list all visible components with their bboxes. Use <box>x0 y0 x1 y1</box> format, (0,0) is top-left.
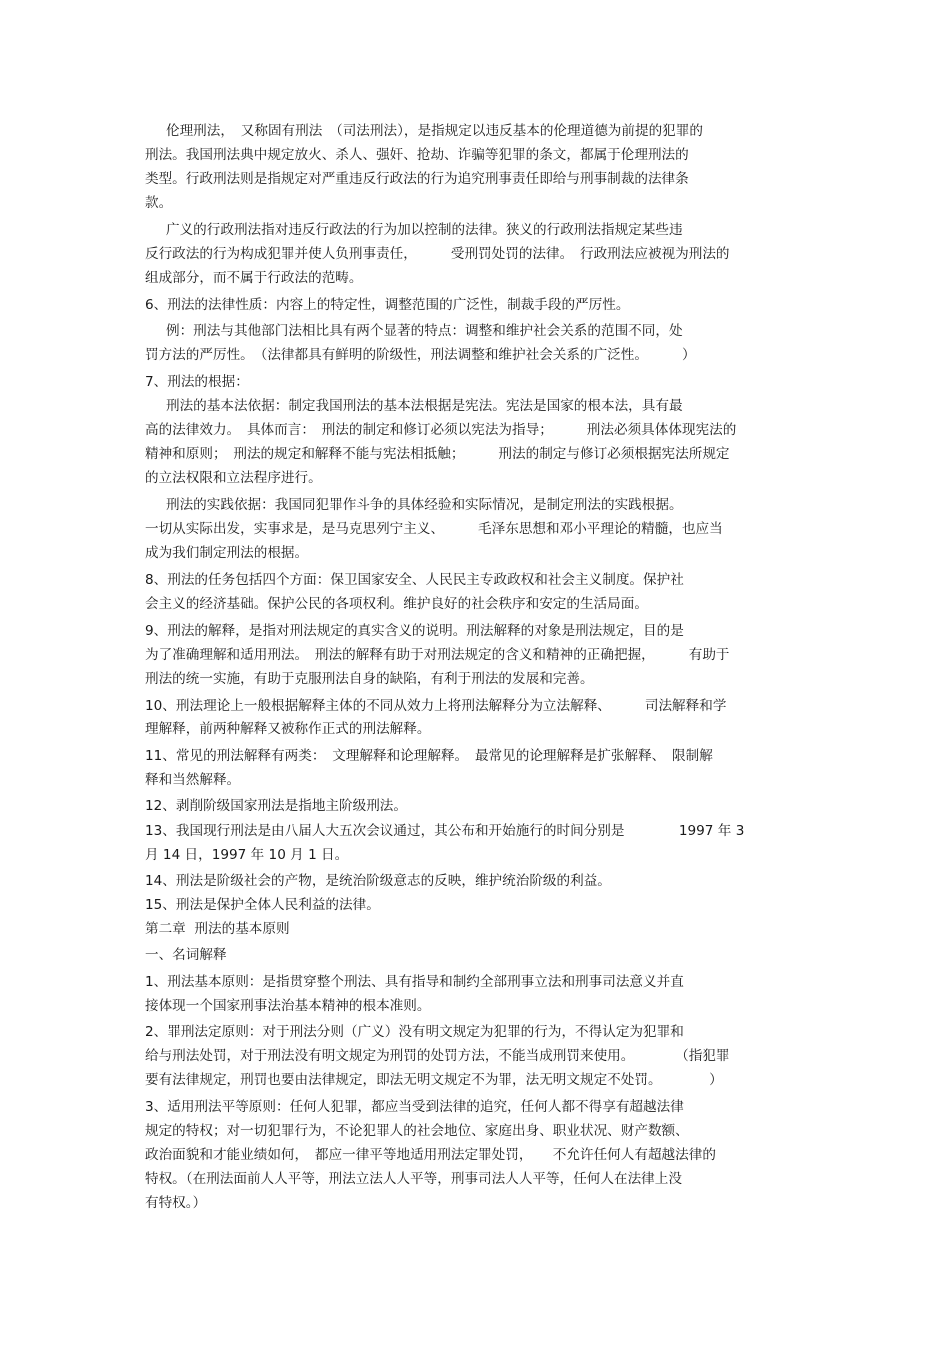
text-line: 1、刑法基本原则：是指贯穿整个刑法、具有指导和制约全部刑事立法和刑事司法意义并直 <box>145 974 684 990</box>
text-line: 月 14 日，1997 年 10 月 1 日。 <box>145 847 349 863</box>
text-line: 刑法。我国刑法典中规定放火、杀人、强奸、抢劫、诈骗等犯罪的条文，都属于伦理刑法的 <box>145 147 689 163</box>
text-line: 高的法律效力。 具体而言： 刑法的制定和修订必须以宪法为指导； 刑法必须具体体现宪法的 <box>145 422 737 438</box>
text-line: 类型。行政刑法则是指规定对严重违反行政法的行为追究刑事责任即给与刑事制裁的法律条 <box>145 171 689 187</box>
text-line: 9、刑法的解释，是指对刑法规定的真实含义的说明。刑法解释的对象是刑法规定，目的是 <box>145 623 684 639</box>
text-line: 组成部分，而不属于行政法的范畴。 <box>145 270 363 286</box>
text-line: 罚方法的严厉性。 （法律都具有鲜明的阶级性，刑法调整和维护社会关系的广泛性。 ） <box>145 347 696 363</box>
text-line: 政治面貌和才能业绩如何， 都应一律平等地适用刑法定罪处罚， 不允许任何人有超越法律的 <box>145 1147 716 1163</box>
text-line: 反行政法的行为构成犯罪并使人负刑事责任， 受刑罚处罚的法律。 行政刑法应被视为刑法的 <box>145 246 730 262</box>
text-line: 接体现一个国家刑事法治基本精神的根本准则。 <box>145 998 431 1014</box>
text-line: 刑法的实践依据：我国同犯罪作斗争的具体经验和实际情况，是制定刑法的实践根据。 <box>166 497 683 513</box>
text-line: 15、刑法是保护全体人民利益的法律。 <box>145 897 380 913</box>
text-line: 广义的行政刑法指对违反行政法的行为加以控制的法律。狭义的行政刑法指规定某些违 <box>166 222 683 238</box>
text-line: 8、刑法的任务包括四个方面：保卫国家安全、人民民主专政政权和社会主义制度。保护社 <box>145 572 684 588</box>
text-line: 12、剥削阶级国家刑法是指地主阶级刑法。 <box>145 798 407 814</box>
text-line: 刑法的统一实施，有助于克服刑法自身的缺陷，有利于刑法的发展和完善。 <box>145 671 594 687</box>
text-line: 刑法的基本法依据：制定我国刑法的基本法根据是宪法。宪法是国家的根本法，具有最 <box>166 398 683 414</box>
text-line: 精神和原则； 刑法的规定和解释不能与宪法相抵触； 刑法的制定与修订必须根据宪法所规定 <box>145 446 730 462</box>
text-line: 11、常见的刑法解释有两类： 文理解释和论理解释。 最常见的论理解释是扩张解释、 限制解 <box>145 748 713 764</box>
text-line: 释和当然解释。 <box>145 772 241 788</box>
text-line: 要有法律规定，刑罚也要由法律规定，即法无明文规定不为罪，法无明文规定不处罚。 ） <box>145 1072 723 1088</box>
text-line: 10、刑法理论上一般根据解释主体的不同从效力上将刑法解释分为立法解释、 司法解释和学 <box>145 698 727 714</box>
text-line: 规定的特权；对一切犯罪行为，不论犯罪人的社会地位、家庭出身、职业状况、财产数额、 <box>145 1123 689 1139</box>
text-line: 为了准确理解和适用刑法。 刑法的解释有助于对刑法规定的含义和精神的正确把握， 有助于 <box>145 647 730 663</box>
text-line: 的立法权限和立法程序进行。 <box>145 470 322 486</box>
section-heading: 第二章 刑法的基本原则 <box>145 921 290 937</box>
text-line: 理解释，前两种解释又被称作正式的刑法解释。 <box>145 721 431 737</box>
text-line: 一切从实际出发，实事求是，是马克思列宁主义、 毛泽东思想和邓小平理论的精髓，也应当 <box>145 521 723 537</box>
text-line: 2、罪刑法定原则：对于刑法分则（广义）没有明文规定为犯罪的行为，不得认定为犯罪和 <box>145 1024 684 1040</box>
text-line: 例：刑法与其他部门法相比具有两个显著的特点：调整和维护社会关系的范围不同，处 <box>166 323 683 339</box>
text-line: 6、刑法的法律性质：内容上的特定性，调整范围的广泛性，制裁手段的严厉性。 <box>145 297 630 313</box>
text-line: 给与刑法处罚，对于刑法没有明文规定为刑罚的处罚方法，不能当成刑罚来使用。 （指犯罪 <box>145 1048 730 1064</box>
text-line: 3、适用刑法平等原则：任何人犯罪，都应当受到法律的追究，任何人都不得享有超越法律 <box>145 1099 684 1115</box>
subsection-heading: 一、名词解释 <box>145 947 227 963</box>
text-line: 14、刑法是阶级社会的产物，是统治阶级意志的反映，维护统治阶级的利益。 <box>145 873 611 889</box>
text-line: 7、刑法的根据： <box>145 374 249 390</box>
text-line: 会主义的经济基础。保护公民的各项权利。维护良好的社会秩序和安定的生活局面。 <box>145 596 648 612</box>
text-line: 特权。（在刑法面前人人平等，刑法立法人人平等，刑事司法人人平等，任何人在法律上没 <box>145 1171 682 1187</box>
text-line: 13、我国现行刑法是由八届人大五次会议通过，其公布和开始施行的时间分别是 1997 年 3 <box>145 823 745 839</box>
text-line: 成为我们制定刑法的根据。 <box>145 545 309 561</box>
text-line: 款。 <box>145 195 173 211</box>
text-line: 有特权。） <box>145 1195 207 1211</box>
text-line: 伦理刑法， 又称固有刑法 （司法刑法），是指规定以违反基本的伦理道德为前提的犯罪的 <box>166 123 703 139</box>
